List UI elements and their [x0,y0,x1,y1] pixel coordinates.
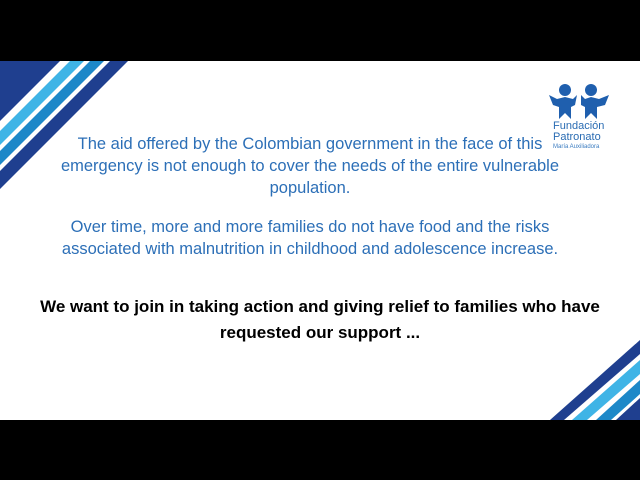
paragraph-malnutrition-risk: Over time, more and more families do not have food and the risks associated with malnutrition in childhood and adolescence increase. [61,218,559,258]
letterbox-top [0,0,640,61]
decorative-stripes-bottom-right [550,340,640,420]
letterbox-bottom [0,420,640,480]
logo-line-patronato: Patronato [553,131,601,143]
slide [0,61,640,420]
callout-take-action: We want to join in taking action and giving relief to families who have requested our support ... [40,297,600,342]
paragraph-government-aid: The aid offered by the Colombian government in the face of this emergency is not enough to cover the needs of the entire vulnerable population. [60,135,560,197]
two-children-figures-icon [547,83,613,121]
logo-line-fundacion: Fundación [553,120,605,132]
logo-line-maria-auxiliadora: María Auxiliadora [553,144,600,150]
